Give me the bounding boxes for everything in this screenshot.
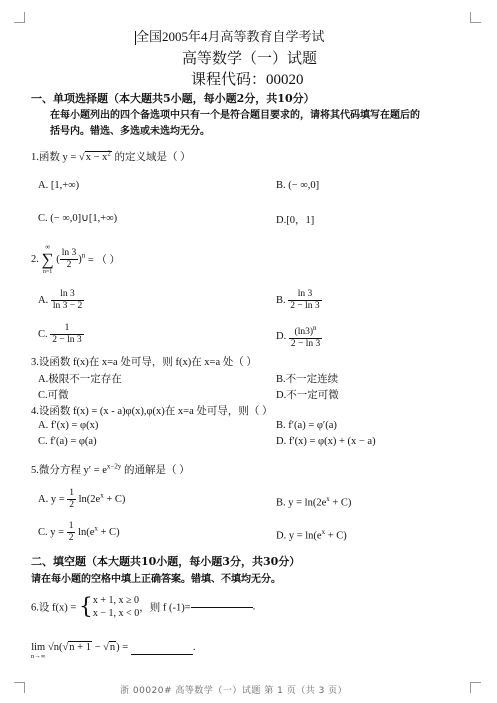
- q3-option-b: B.不一定连续: [276, 374, 339, 385]
- q2-stem: 2. ∞ ∑ n=1 ( $\frac{\ln 3}{2}$ )$^n$ = （ ）: [31, 243, 121, 275]
- q6-stem: 6.设 f(x) = { x + 1, x ≥ 0 x − 1, x < 0 ，则 f (-1)= .: [31, 594, 256, 620]
- course-code: 课程代码：00020: [191, 72, 304, 88]
- section1-title: 一、单项选择题（本大题共5小题，每小题2分，共10分）: [31, 92, 315, 105]
- q2-option-a: A. $\frac{\ln 3}{\ln 3 - 2}$: [38, 289, 83, 311]
- q4-option-d: D. f′(x) = φ(x) + (x − a): [276, 436, 376, 447]
- q5-option-b: B. $y = \ln(2e^x + C)$: [276, 495, 352, 509]
- q2-option-c: C. $\frac{1}{2 - \ln 3}$: [38, 323, 82, 345]
- q5-option-a: A. y = $\frac{1}{2}$ $\ln(2e^x + C)$: [38, 488, 126, 510]
- q4-option-a: A. f′(x) = φ(x): [38, 420, 99, 431]
- q1-option-c: C. (− ∞,0]∪[1,+∞): [38, 213, 118, 224]
- q2-option-d: D. $\frac{(\ln 3)^n}{2 - \ln 3}$: [276, 324, 321, 350]
- q3-stem: 3.设函数 f(x)在 x=a 处可导，则 f(x)在 x=a 处（ ）: [31, 357, 257, 368]
- q1-option-d: D.[0，1]: [276, 215, 315, 226]
- left-brace: {: [78, 594, 93, 620]
- q5-option-d: D. $y = \ln(e^x + C)$: [276, 528, 347, 542]
- section1-instruction-2: 括号内。错选、多选或未选均无分。: [50, 126, 210, 137]
- q6-answer-blank[interactable]: [191, 607, 253, 608]
- exam-line: 全国2005年4月高等教育自学考试: [136, 29, 325, 44]
- q3-option-a: A.极限不一定存在: [38, 374, 122, 385]
- crop-mark-top-left: [14, 12, 25, 23]
- subject-title: 高等数学（一）试题: [182, 51, 318, 67]
- q2-option-b: B. $\frac{\ln 3}{2 - \ln 3}$: [276, 289, 320, 311]
- q7-stem: lim n→∞ √n(√n + 1 − √n) = .: [31, 642, 196, 660]
- q4-stem: 4.设函数 f(x) = (x - a)φ(x),φ(x)在 x=a 处可导，则（ ）: [31, 406, 273, 417]
- q7-answer-blank[interactable]: [131, 642, 193, 655]
- page-footer: 浙 00020# 高等数学（一）试题 第 1 页（共 3 页）: [120, 686, 348, 696]
- q5-stem: 5.微分方程 $y' = e^{x-2y}$ 的通解是（ ）: [31, 462, 190, 476]
- crop-mark-top-right: [470, 12, 481, 23]
- q3-option-c: C.可微: [38, 390, 69, 401]
- section2-title: 二、填空题（本大题共10小题，每小题3分，共30分）: [31, 555, 301, 568]
- section2-instruction: 请在每小题的空格中填上正确答案。错填、不填均无分。: [31, 574, 281, 585]
- q1-option-b: B. (− ∞,0]: [276, 180, 320, 191]
- crop-mark-bottom-right: [470, 682, 481, 693]
- q1-stem: 1.函数 $y = √x - x^2$ 的定义域是（ ）: [31, 149, 191, 163]
- q1-option-a: A. [1,+∞): [38, 180, 80, 191]
- section1-instruction-1: 在每小题列出的四个备选项中只有一个是符合题目要求的，请将其代码填写在题后的: [50, 110, 420, 121]
- q3-option-d: D.不一定可微: [276, 390, 339, 401]
- q4-option-c: C. f′(a) = φ(a): [38, 436, 97, 447]
- q4-option-b: B. f′(a) = φ′(a): [276, 420, 337, 431]
- crop-mark-bottom-left: [14, 682, 25, 693]
- q5-option-c: C. y = $\frac{1}{2}$ $\ln(e^x + C)$: [38, 521, 120, 543]
